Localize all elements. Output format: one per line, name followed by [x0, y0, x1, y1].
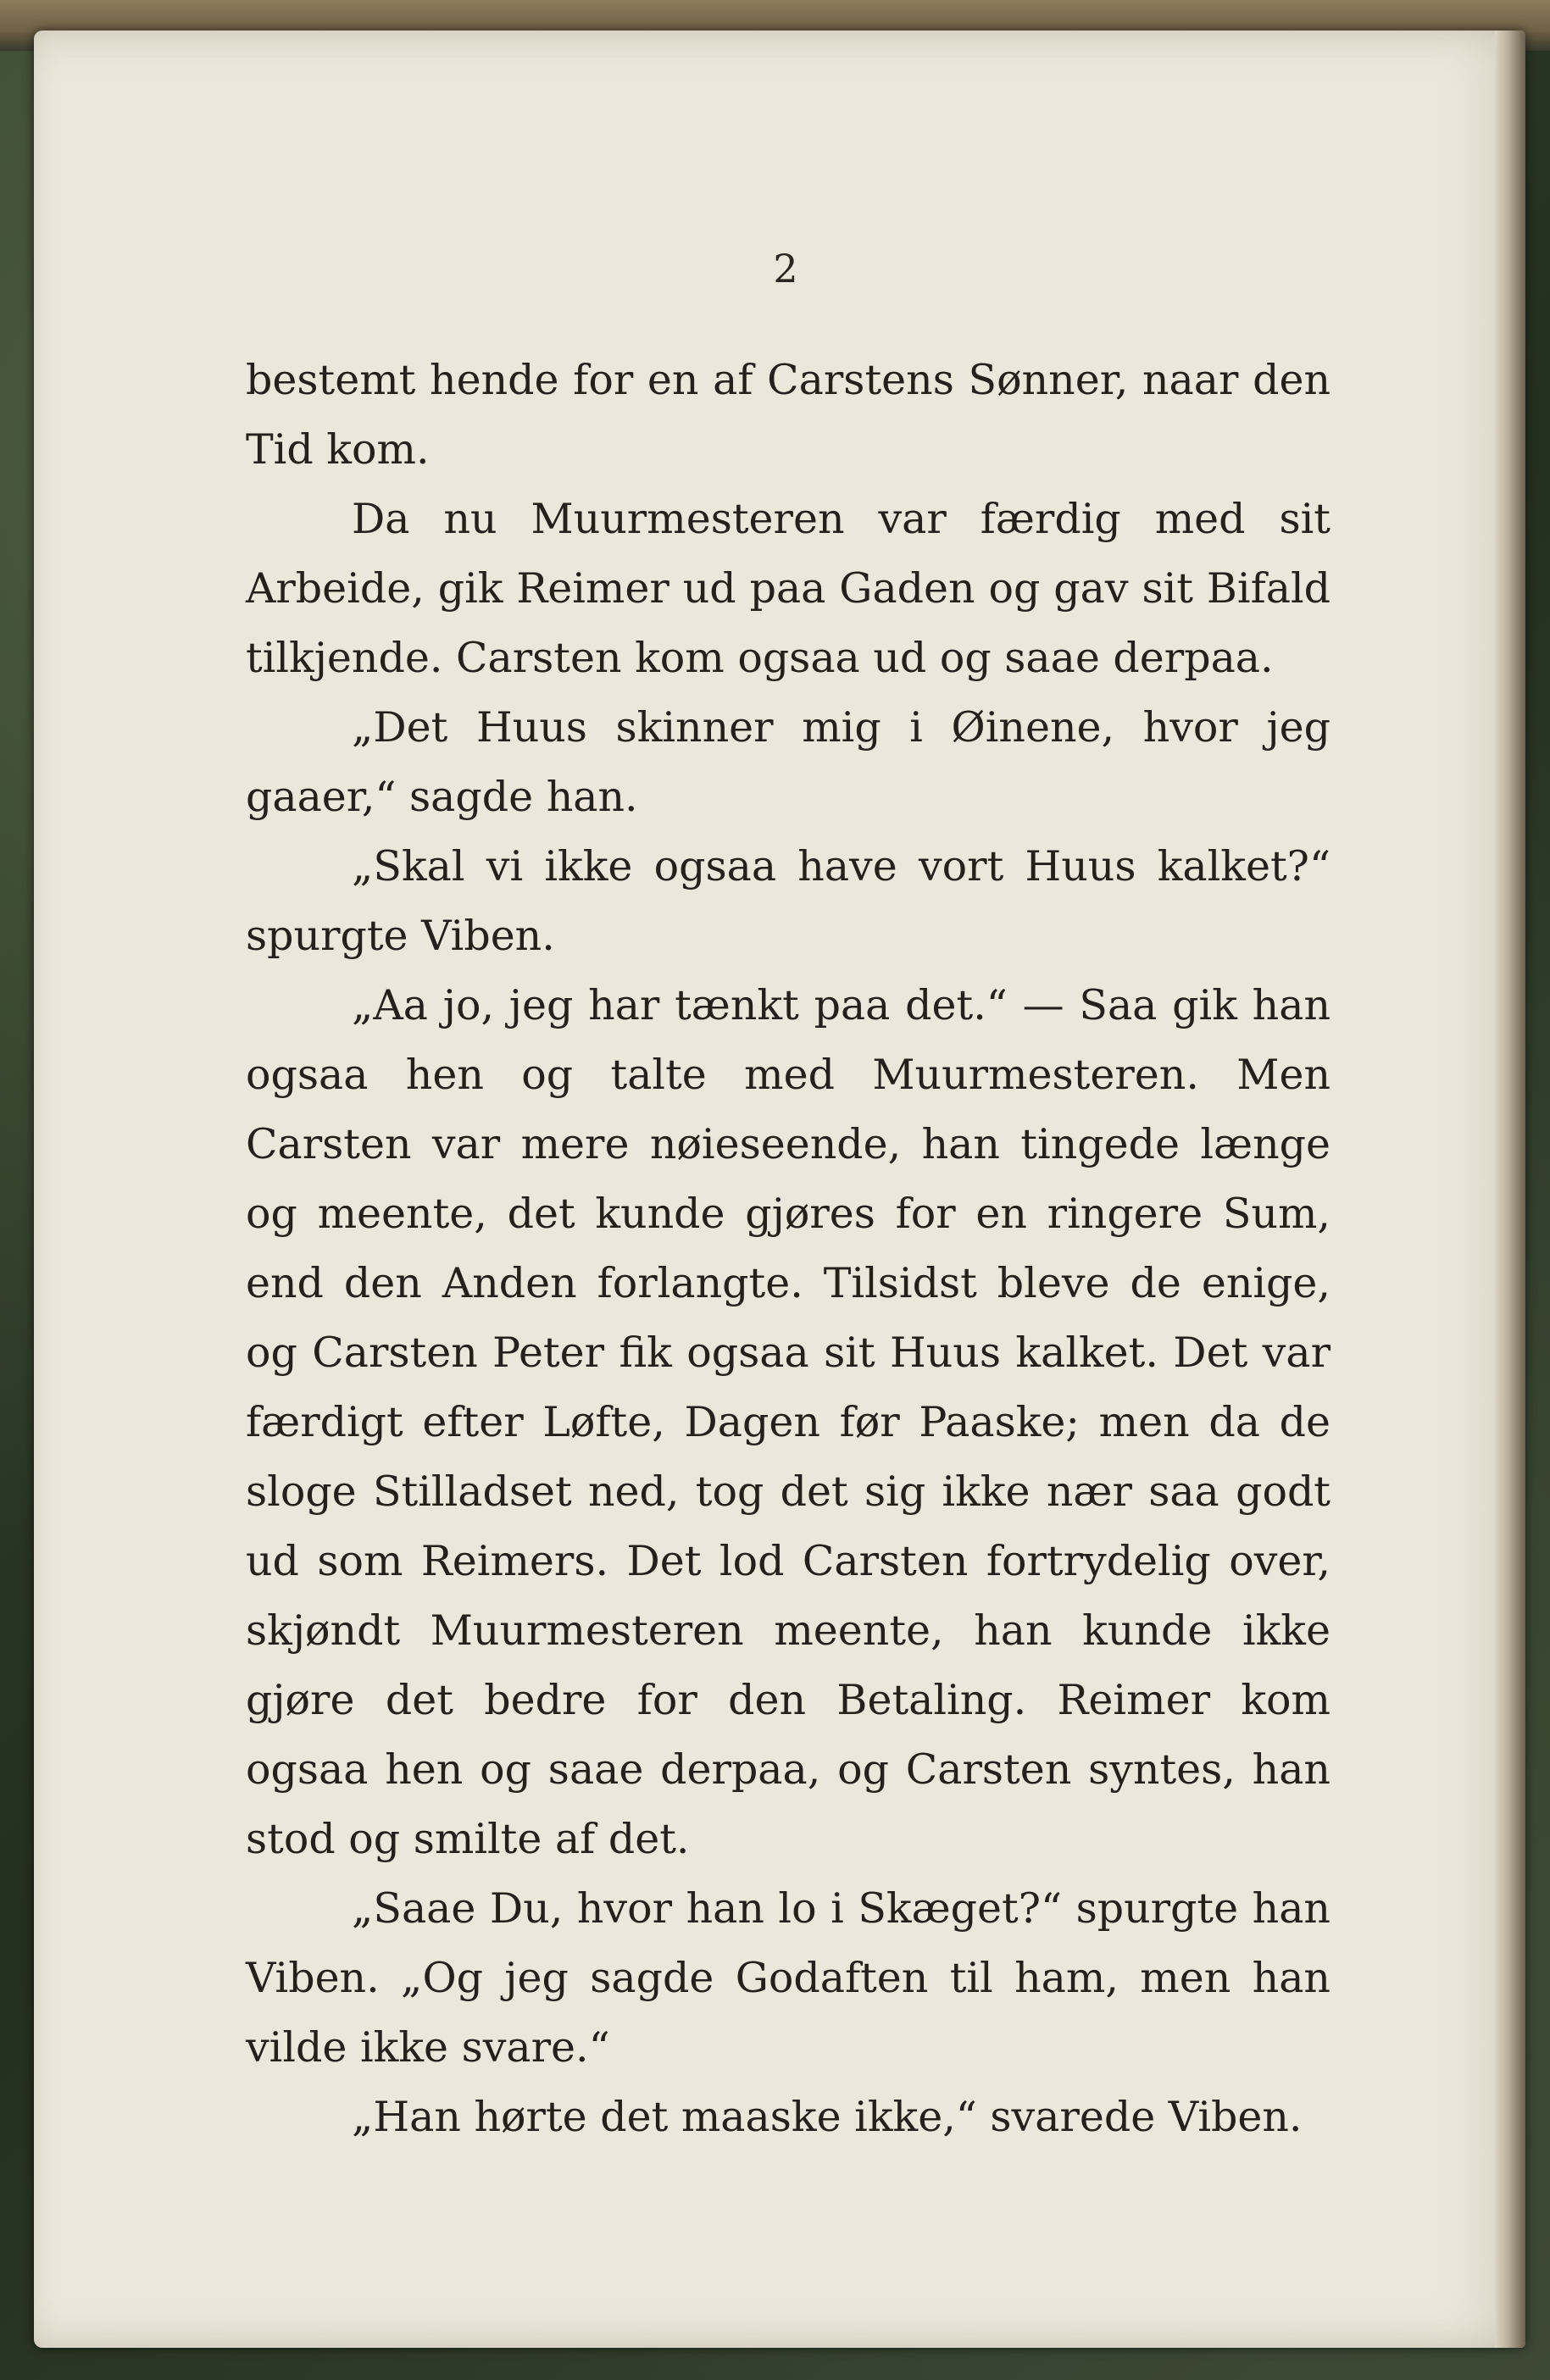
paragraph-7: „Han hørte det maaske ikke,“ svarede Viben.: [352, 2093, 1303, 2141]
page-gutter: [1495, 31, 1525, 2348]
paragraph-3: „Det Huus skinner mig i Øinene, hvor jeg gaaer,“ sagde han.: [246, 703, 1331, 821]
paragraph-2: Da nu Muurmesteren var færdig med sit Arbeide, gik Reimer ud paa Gaden og gav sit Bifald tilkjende. Carsten kom ogsaa ud og saae derpaa.: [246, 495, 1331, 682]
page-number: 2: [773, 246, 798, 291]
paragraph-1: bestemt hende for en af Carstens Sønner, naar den Tid kom.: [246, 356, 1331, 474]
paragraph-4: „Skal vi ikke ogsaa have vort Huus kalket?“ spurgte Viben.: [246, 842, 1331, 960]
body-text: [246, 346, 1331, 2152]
paragraph-5: „Aa jo, jeg har tænkt paa det.“ — Saa gik han ogsaa hen og talte med Muurmesteren. Men Carsten var mere nøieseende, han tingede længe og meente, det kunde gjøres for en ringere Sum, end den Anden forlangte. Tilsidst bleve de enige, og Carsten Peter fik ogsaa sit Huus kalket. Det var færdigt efter Løfte, Dagen før Paaske; men da de sloge Stilladset ned, tog det sig ikke nær saa godt ud som Reimers. Det lod Carsten fortrydelig over, skjøndt Muurmesteren meente, han kunde ikke gjøre det bedre for den Betaling. Reimer kom ogsaa hen og saae derpaa, og Carsten syntes, han stod og smilte af det.: [246, 981, 1331, 1863]
paragraph-6: „Saae Du, hvor han lo i Skæget?“ spurgte han Viben. „Og jeg sagde Godaften til ham, men han vilde ikke svare.“: [246, 1884, 1331, 2072]
